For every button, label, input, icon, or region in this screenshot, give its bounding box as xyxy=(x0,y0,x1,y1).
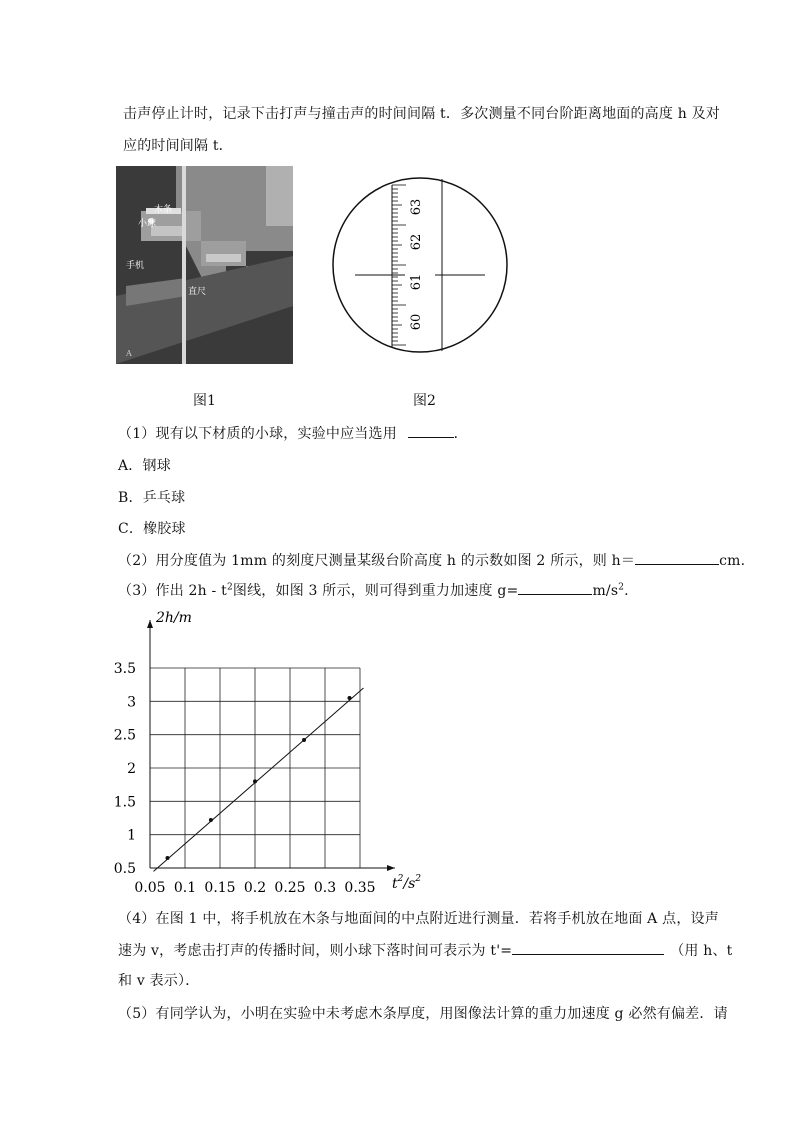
q4-line-2b: （用 h、t xyxy=(670,943,733,959)
y-tick-label: 0.5 xyxy=(113,861,136,877)
q3-answer-blank[interactable] xyxy=(518,580,592,595)
label-ball: 小球 xyxy=(138,219,157,229)
q3-sup: 2 xyxy=(226,582,233,593)
q3-line xyxy=(118,580,629,600)
data-point xyxy=(348,696,352,700)
q2-stem: （2）用分度值为 1mm 的刻度尺测量某级台阶高度 h 的示数如图 2 所示，则 h＝ xyxy=(118,553,636,569)
label-wood: 木条 xyxy=(154,205,173,215)
q5-line-1: （5）有同学认为，小明在实验中未考虑木条厚度，用图像法计算的重力加速度 g 必然有偏差．请 xyxy=(118,1006,728,1022)
q3-stem-b: 图线，如图 3 所示，则可得到重力加速度 g= xyxy=(232,583,519,599)
y-tick-label: 2 xyxy=(127,761,136,777)
figure1-caption: 图1 xyxy=(193,393,216,409)
intro-line-1: 击声停止计时，记录下击打声与撞击声的时间间隔 t．多次测量不同台阶距离地面的高度 h 及对 xyxy=(123,106,720,122)
label-ruler: 直尺 xyxy=(188,287,207,297)
q2-answer-blank[interactable] xyxy=(635,550,719,565)
x-axis-arrow xyxy=(387,865,395,871)
data-point xyxy=(302,738,306,742)
x-tick-label: 0.05 xyxy=(134,880,166,896)
q3-unit-sup: 2 xyxy=(618,582,625,593)
scale-number-61: 61 xyxy=(409,273,424,291)
figure2-ruler-view xyxy=(330,165,510,365)
scale-number-63: 63 xyxy=(409,198,424,216)
x-tick-label: 0.3 xyxy=(313,880,337,896)
figure3-chart xyxy=(110,600,450,900)
x-tick-label: 0.25 xyxy=(274,880,306,896)
y-tick-label: 3 xyxy=(127,694,136,711)
data-point xyxy=(253,779,257,783)
q4-line-2 xyxy=(118,940,733,960)
x-tick-label: 0.15 xyxy=(204,880,236,896)
y-axis-arrow xyxy=(147,620,153,628)
q1-option-c: C．橡胶球 xyxy=(118,521,186,537)
q1-option-b: B．乒乓球 xyxy=(118,490,186,506)
q4-line-1: （4）在图 1 中，将手机放在木条与地面间的中点附近进行测量．若将手机放在地面 A 点，设声 xyxy=(118,911,719,927)
q1-option-a: A．钢球 xyxy=(118,458,171,474)
q2-unit: cm. xyxy=(719,553,746,569)
q3-unit: m/s xyxy=(592,583,619,599)
q4-answer-blank[interactable] xyxy=(512,940,664,955)
q1-stem: （1）现有以下材质的小球，实验中应当选用 xyxy=(118,426,397,442)
y-axis-label: 2h/m xyxy=(156,610,192,626)
y-tick-label: 1.5 xyxy=(113,794,136,811)
q2-line xyxy=(118,550,745,570)
y-tick-label: 3.5 xyxy=(113,661,136,677)
data-point xyxy=(209,818,213,822)
x-tick-label: 0.2 xyxy=(243,880,267,896)
q4-line-2a: 速为 v，考虑击打声的传播时间，则小球下落时间可表示为 t'= xyxy=(118,943,513,959)
figure1-photo xyxy=(116,166,293,364)
figure2-caption: 图2 xyxy=(413,393,436,409)
q1-end: ． xyxy=(453,426,468,442)
q1-line xyxy=(118,423,468,443)
y-tick-label: 2.5 xyxy=(113,727,136,744)
intro-line-2: 应的时间间隔 t． xyxy=(123,138,233,154)
x-tick-label: 0.1 xyxy=(173,880,197,896)
q1-answer-blank[interactable] xyxy=(408,423,454,438)
data-point xyxy=(166,856,170,860)
label-phone: 手机 xyxy=(126,261,145,271)
scale-number-62: 62 xyxy=(409,233,424,251)
scale-number-60: 60 xyxy=(409,313,424,331)
q3-stem-a: （3）作出 2h - t xyxy=(118,583,227,599)
q3-end: . xyxy=(624,583,629,599)
y-tick-label: 1 xyxy=(127,827,136,844)
label-corner: A xyxy=(126,349,132,358)
q4-line-3: 和 v 表示）． xyxy=(118,973,200,989)
x-tick-label: 0.35 xyxy=(344,880,376,896)
x-axis-label: $t^2/s^2$ xyxy=(392,874,422,892)
